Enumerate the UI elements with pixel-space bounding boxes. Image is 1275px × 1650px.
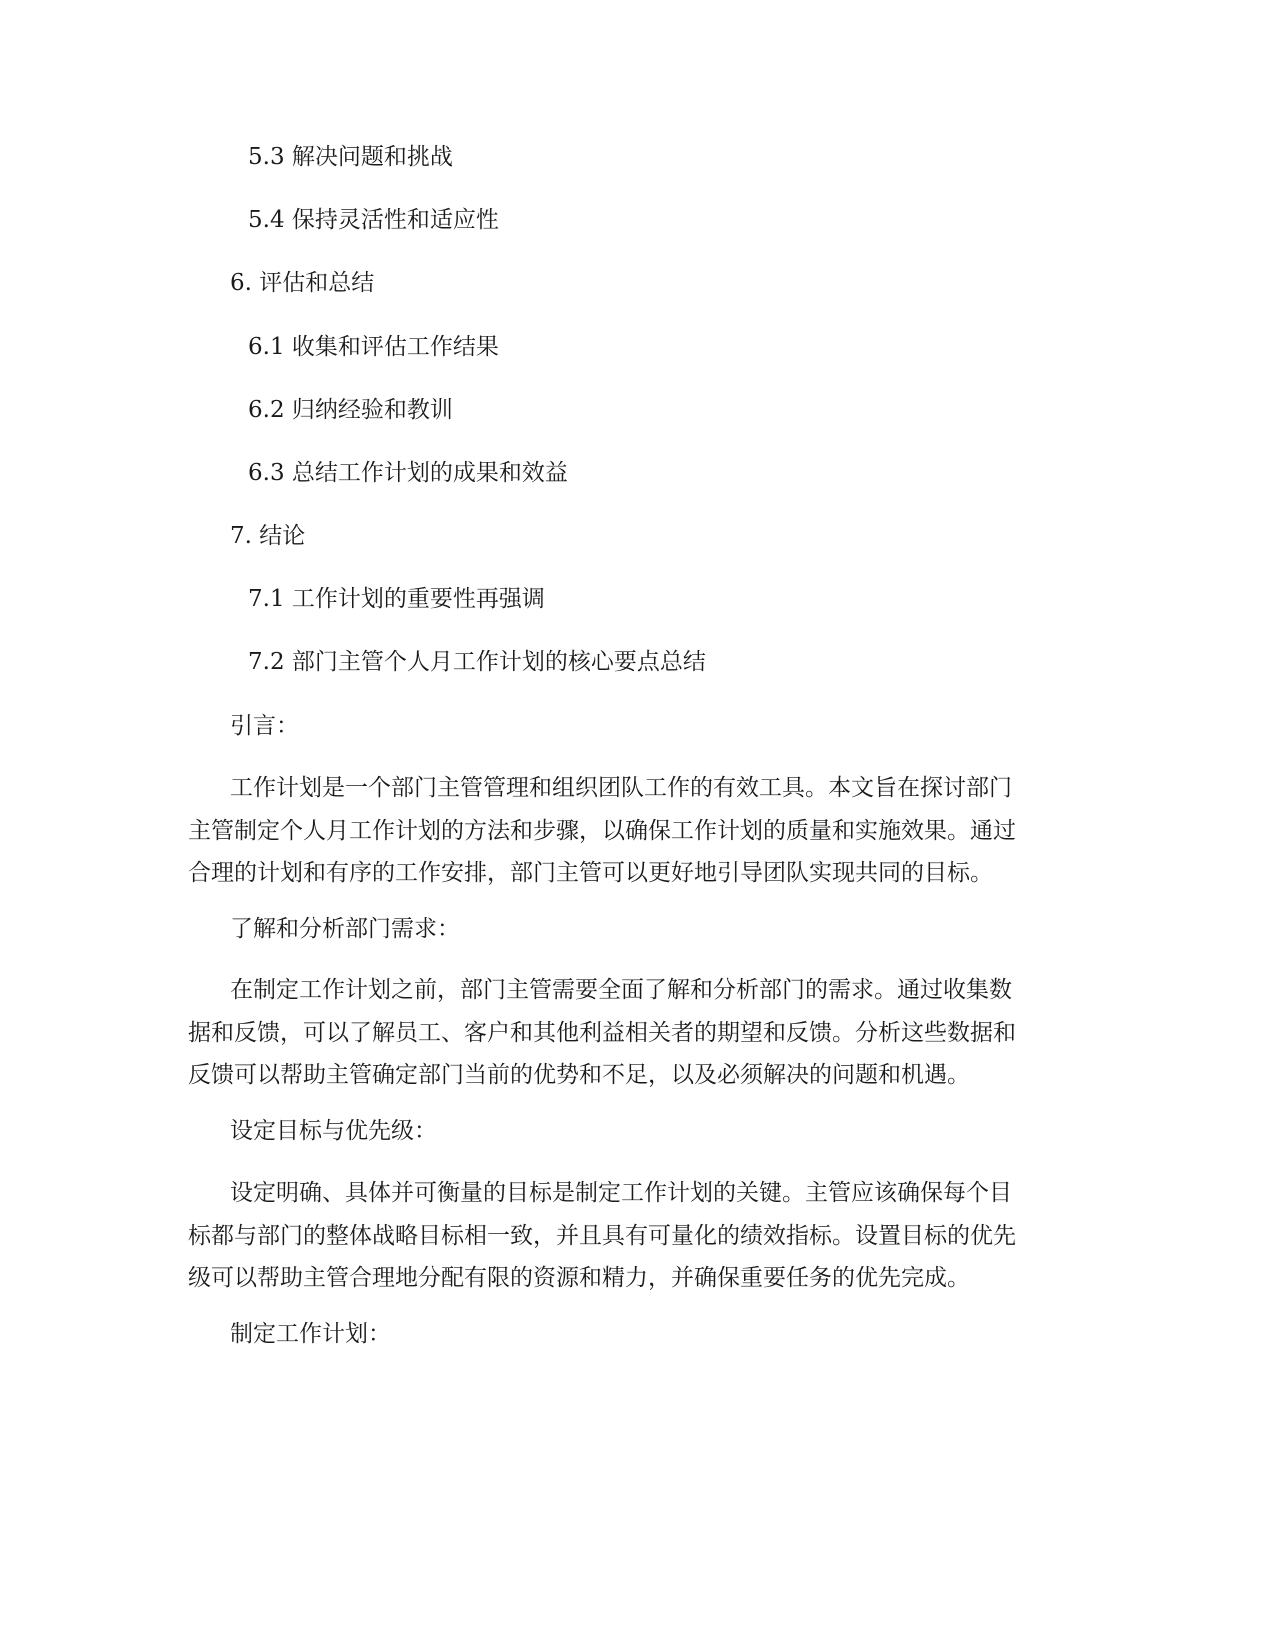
intro-paragraph: [188, 767, 1088, 895]
intro-line: 合理的计划和有序的工作安排，部门主管可以更好地引导团队实现共同的目标。: [188, 860, 993, 886]
needs-paragraph: [188, 969, 1088, 1097]
outline-item-5-3: 5.3 解决问题和挑战: [248, 144, 453, 170]
intro-line: 主管制定个人月工作计划的方法和步骤，以确保工作计划的质量和实施效果。通过: [188, 817, 1016, 844]
intro-heading: 引言：: [230, 713, 299, 739]
outline-section-7: 7. 结论: [230, 523, 306, 549]
goals-paragraph: [188, 1172, 1088, 1300]
outline-item-6-3: 6.3 总结工作计划的成果和效益: [248, 460, 568, 486]
goals-line: 设定明确、具体并可衡量的目标是制定工作计划的关键。主管应该确保每个目: [230, 1180, 1012, 1206]
goals-line: 级可以帮助主管合理地分配有限的资源和精力，并确保重要任务的优先完成。: [188, 1265, 970, 1291]
plan-heading: 制定工作计划：: [230, 1321, 391, 1347]
outline-item-7-1: 7.1 工作计划的重要性再强调: [248, 586, 545, 612]
intro-line: 工作计划是一个部门主管管理和组织团队工作的有效工具。本文旨在探讨部门: [230, 775, 1012, 801]
needs-line: 在制定工作计划之前，部门主管需要全面了解和分析部门的需求。通过收集数: [230, 977, 1012, 1003]
outline-item-7-2: 7.2 部门主管个人月工作计划的核心要点总结: [248, 649, 706, 675]
needs-heading: 了解和分析部门需求：: [230, 916, 460, 942]
goals-heading: 设定目标与优先级：: [230, 1118, 437, 1144]
outline-item-6-2: 6.2 归纳经验和教训: [248, 397, 453, 423]
outline-item-6-1: 6.1 收集和评估工作结果: [248, 334, 499, 360]
outline-item-5-4: 5.4 保持灵活性和适应性: [248, 207, 499, 233]
needs-line: 反馈可以帮助主管确定部门当前的优势和不足，以及必须解决的问题和机遇。: [188, 1062, 970, 1088]
goals-line: 标都与部门的整体战略目标相一致，并且具有可量化的绩效指标。设置目标的优先: [188, 1222, 1016, 1249]
needs-line: 据和反馈，可以了解员工、客户和其他利益相关者的期望和反馈。分析这些数据和: [188, 1019, 1016, 1046]
outline-section-6: 6. 评估和总结: [230, 270, 375, 296]
